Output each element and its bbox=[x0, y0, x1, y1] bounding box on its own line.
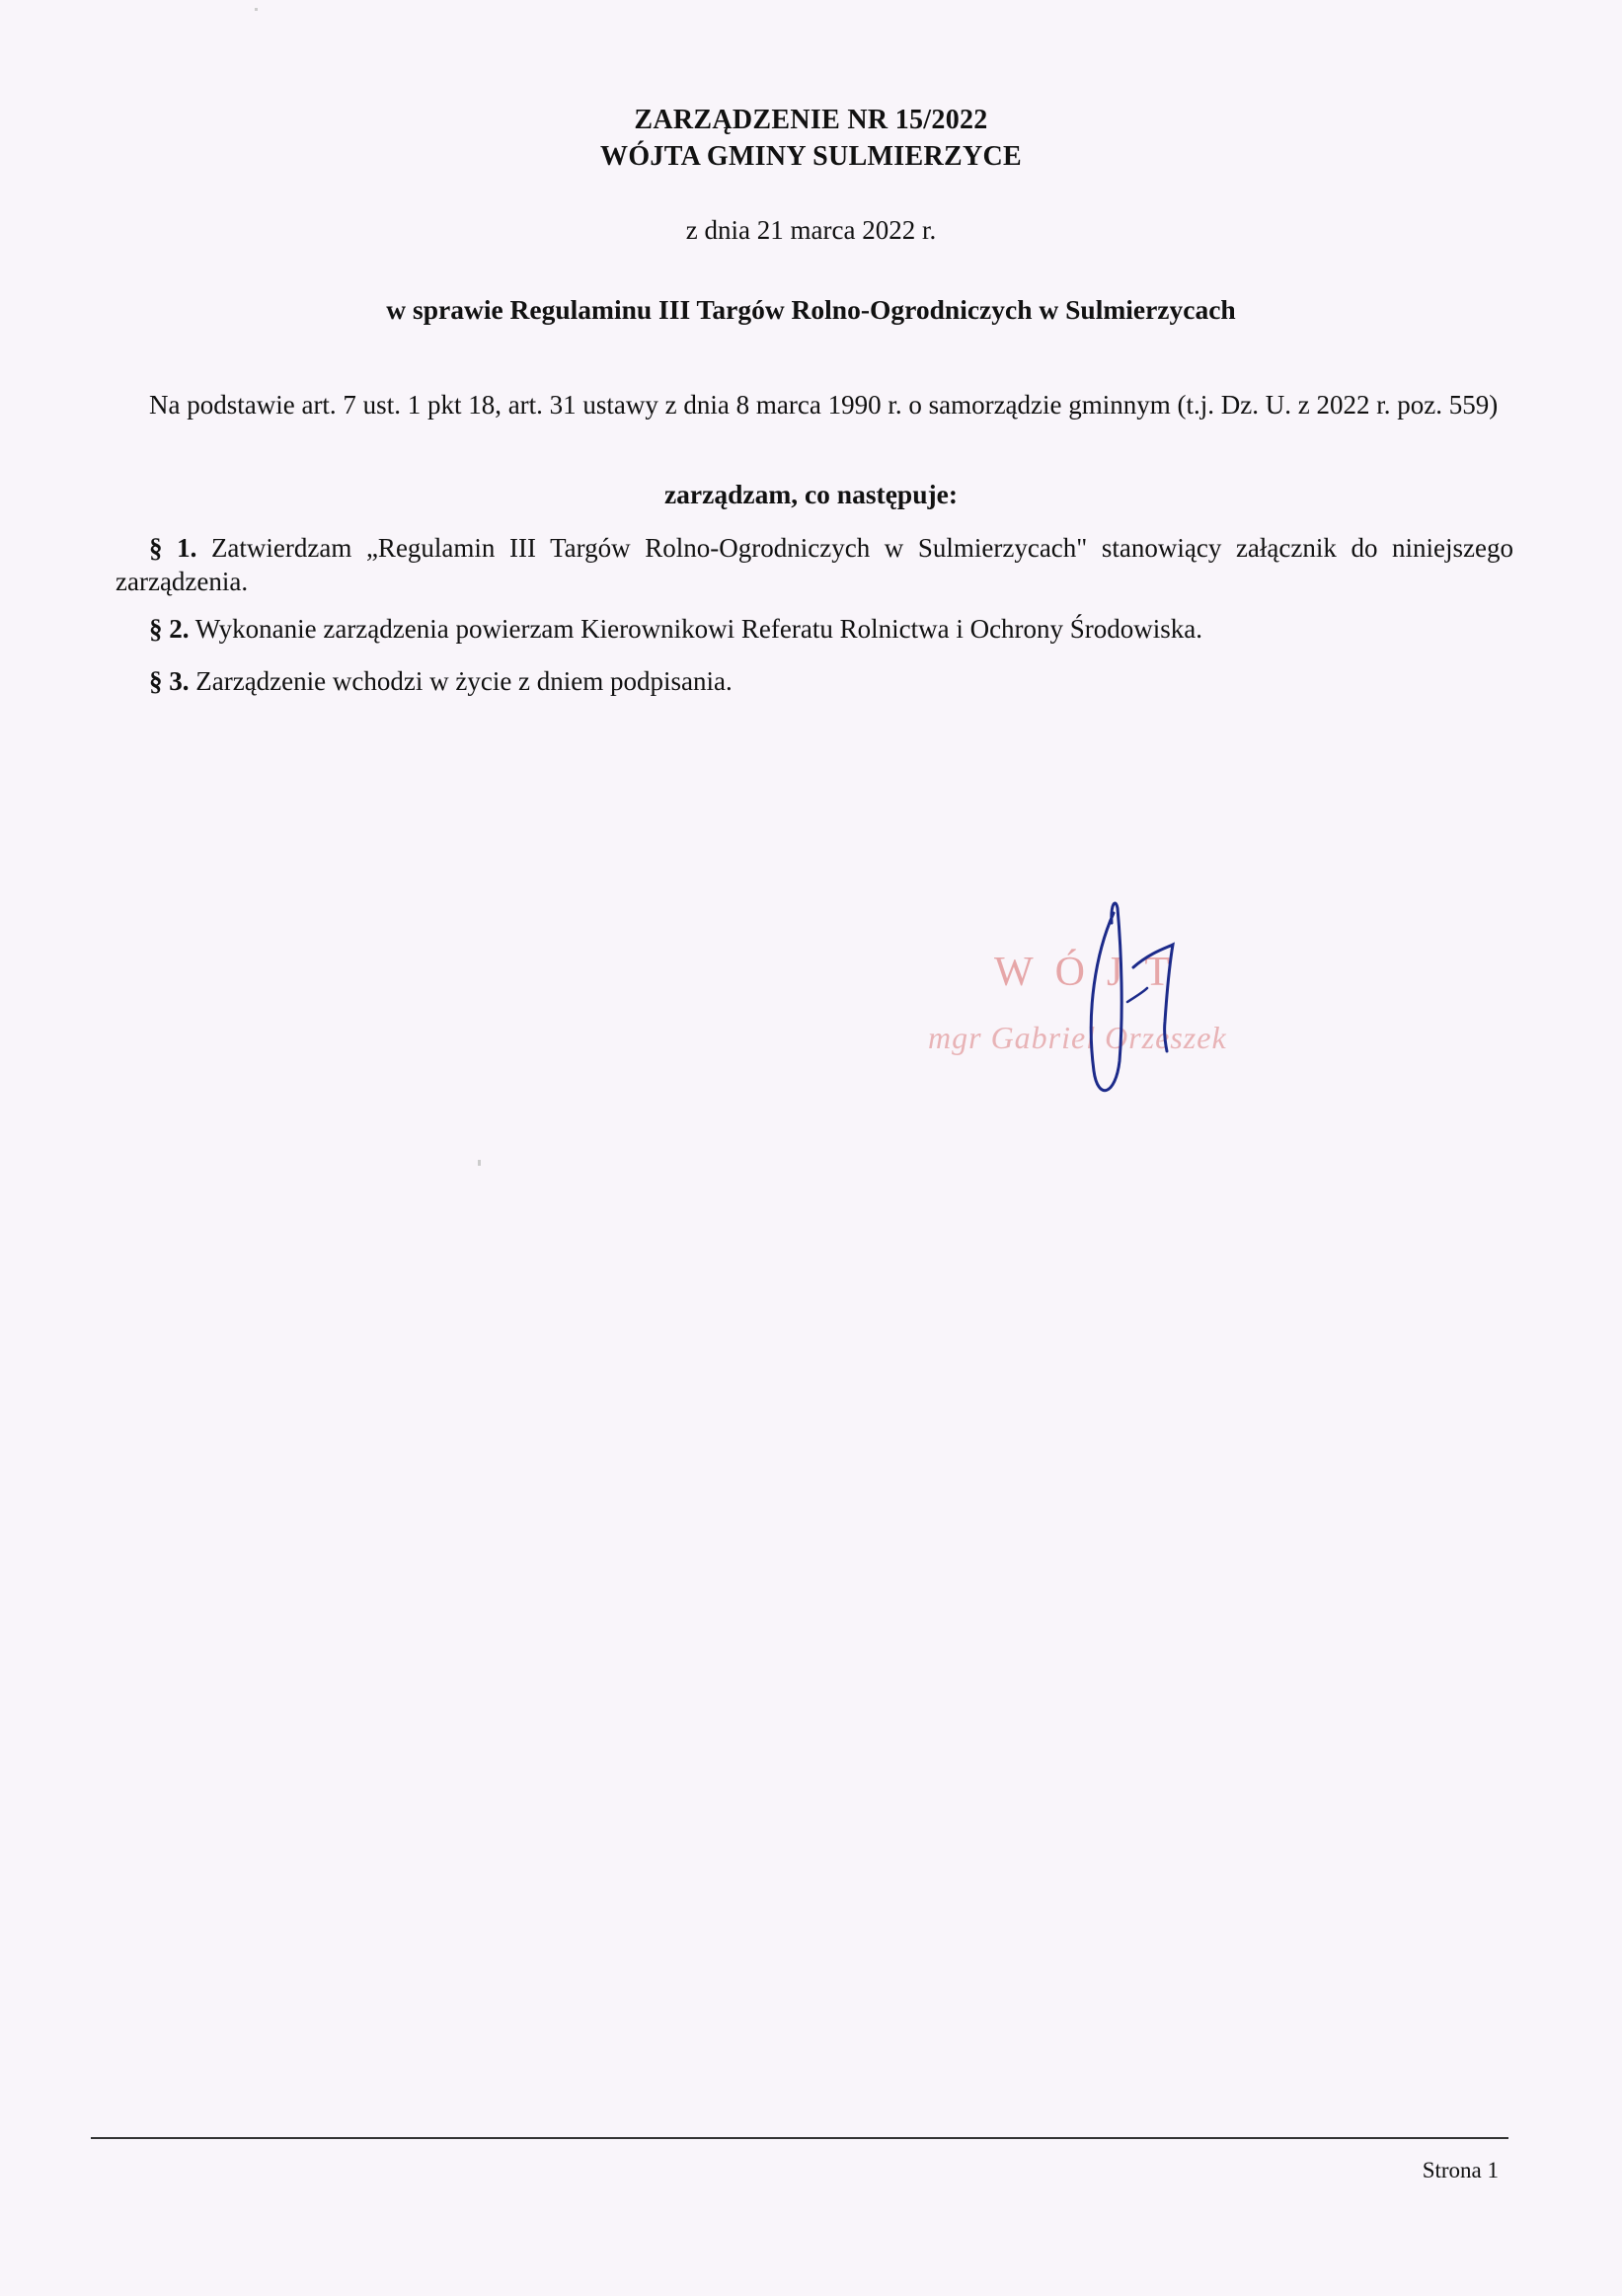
section-text: Zatwierdzam „Regulamin III Targów Rolno-Ogrodniczych w Sulmierzycach" stanowiący załącznik do niniejszego zarządzenia. bbox=[116, 533, 1514, 596]
page-number: Strona 1 bbox=[1422, 2158, 1499, 2182]
section-2 bbox=[116, 612, 1513, 646]
document-subject: w sprawie Regulaminu III Targów Rolno-Ogrodniczych w Sulmierzycach bbox=[386, 294, 1236, 325]
decree-phrase: zarządzam, co następuje: bbox=[663, 479, 959, 509]
handwritten-signature bbox=[1056, 893, 1204, 1110]
legal-basis-text: Na podstawie art. 7 ust. 1 pkt 18, art. 31 ustawy z dnia 8 marca 1990 r. o samorządzie gminnym (t.j. Dz. U. z 2022 r. poz. 559) bbox=[149, 390, 1499, 420]
document-date: z dnia 21 marca 2022 r. bbox=[685, 215, 937, 245]
scan-speck bbox=[478, 1160, 481, 1166]
stamp-name: mgr Gabriel Orzeszek bbox=[928, 1020, 1227, 1055]
document-title-line2: WÓJTA GMINY SULMIERZYCE bbox=[600, 141, 1022, 172]
legal-basis-paragraph bbox=[116, 388, 1513, 421]
section-text: Zarządzenie wchodzi w życie z dniem podpisania. bbox=[195, 666, 733, 696]
section-1 bbox=[116, 531, 1513, 598]
footer-divider bbox=[91, 2137, 1508, 2139]
section-3 bbox=[116, 664, 1513, 698]
section-number: § 2. bbox=[149, 614, 190, 644]
scan-speck bbox=[255, 8, 258, 11]
section-number: § 3. bbox=[149, 666, 190, 696]
document-title-line1: ZARZĄDZENIE NR 15/2022 bbox=[634, 105, 988, 135]
section-number: § 1. bbox=[149, 533, 197, 563]
section-text: Wykonanie zarządzenia powierzam Kierownikowi Referatu Rolnictwa i Ochrony Środowiska. bbox=[194, 614, 1203, 644]
stamp-title: WÓJT bbox=[994, 950, 1192, 995]
